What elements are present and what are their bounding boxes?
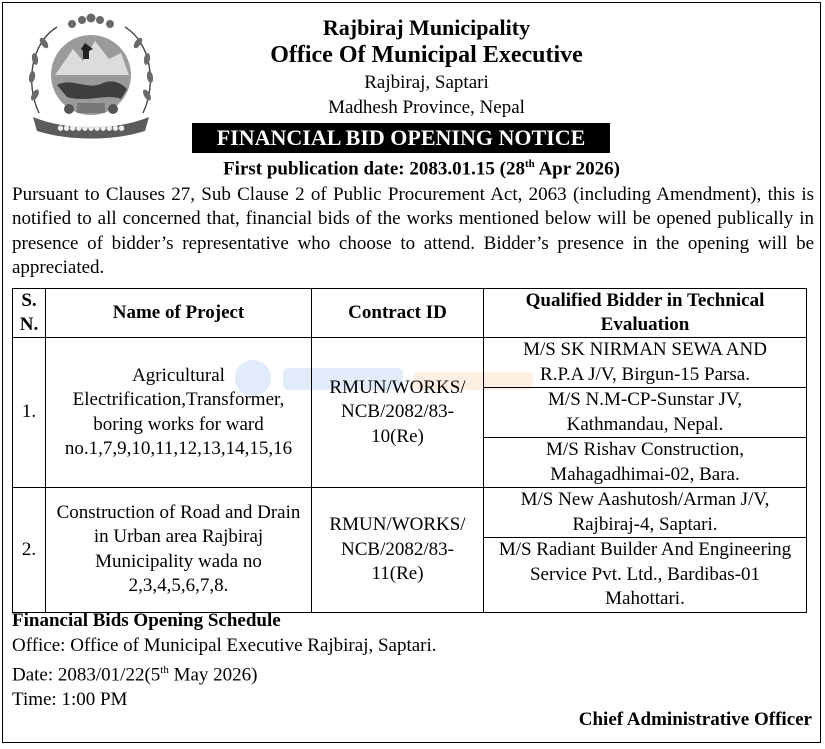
publication-date-prefix: First publication date: 2083.01.15 (28: [223, 158, 525, 180]
schedule-title: Financial Bids Opening Schedule: [12, 610, 281, 631]
schedule-date-prefix: Date: 2083/01/22(5: [12, 664, 161, 686]
row-bidder: M/S Rishav Construction, Mahagadhimai-02, Bara.: [484, 438, 807, 488]
notice-page: [2, 2, 821, 743]
header-project: Name of Project: [46, 289, 312, 338]
header-contract: Contract ID: [312, 289, 484, 338]
publication-date-suffix: Apr 2026): [534, 158, 620, 180]
row-sn: 1.: [13, 338, 46, 488]
publication-date: [13, 158, 825, 180]
row-bidder: M/S New Aashutosh/Arman J/V, Rajbiraj-4, Saptari.: [484, 488, 807, 538]
publication-date-sup: th: [524, 158, 535, 170]
intro-paragraph: Pursuant to Clauses 27, Sub Clause 2 of Public Procurement Act, 2063 (including Amendment), this is notified to all concerned that, financial bids of the works mentioned below will be opened publically in presence of bidder’s representative who choose to attend. Bidder’s presence in the opening will be appreciated.: [12, 184, 814, 279]
row-contract-id: RMUN/WORKS/ NCB/2082/83- 11(Re): [312, 488, 484, 613]
row-project: Construction of Road and Drain in Urban area Rajbiraj Municipality wada no 2,3,4,5,6,7,8.: [46, 488, 312, 613]
table-row: [13, 338, 807, 388]
header-bidder: Qualified Bidder in Technical Evaluation: [484, 289, 807, 338]
schedule-time: Time: 1:00 PM: [12, 689, 128, 711]
schedule-date-sup: th: [160, 664, 169, 676]
opening-schedule: [12, 608, 437, 712]
office-name: Office Of Municipal Executive: [270, 42, 583, 68]
row-bidder: M/S Radiant Builder And Engineering Service Pvt. Ltd., Bardibas-01 Mahottari.: [484, 538, 807, 613]
row-project: Agricultural Electrification,Transformer, boring works for ward no.1,7,9,10,11,12,13,14,15,16: [46, 338, 312, 488]
table-header-row: [13, 289, 807, 338]
svg-text:●●●●●●●●●●●: ●●●●●●●●●●●: [57, 124, 125, 132]
schedule-date: [12, 658, 437, 687]
row-bidder: M/S SK NIRMAN SEWA AND R.P.A J/V, Birgun-15 Parsa.: [484, 338, 807, 388]
address-line-1: Rajbiraj, Saptari: [364, 72, 489, 93]
notice-title: FINANCIAL BID OPENING NOTICE: [192, 123, 610, 153]
signature-title: Chief Administrative Officer: [578, 709, 812, 730]
municipality-name: Rajbiraj Municipality: [322, 15, 531, 40]
table-row: [13, 488, 807, 538]
bid-table: [12, 288, 807, 613]
row-sn: 2.: [13, 488, 46, 613]
address-line-2: Madhesh Province, Nepal: [328, 97, 525, 118]
schedule-office: Office: Office of Municipal Executive Rajbiraj, Saptari.: [12, 635, 437, 656]
schedule-date-suffix: May 2026): [168, 664, 258, 686]
row-contract-id: RMUN/WORKS/ NCB/2082/83- 10(Re): [312, 338, 484, 488]
row-bidder: M/S N.M-CP-Sunstar JV, Kathmandau, Nepal.: [484, 388, 807, 438]
header-sn: S. N.: [13, 289, 46, 338]
